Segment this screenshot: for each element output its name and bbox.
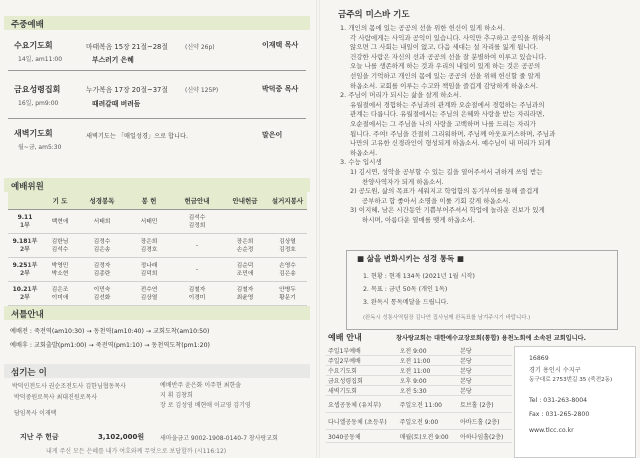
servers-music: 예배반주 윤은화 이주현 최한솔 [160, 382, 242, 389]
fri-scripture-ref: (신약 125P) [185, 87, 219, 94]
duty-cell [222, 210, 268, 234]
divider [8, 118, 306, 119]
servers-elders: 장 로 김성영 배현애 이교영 김기영 [160, 402, 251, 409]
schedule-name: 다니엘공동체 (초등부) [326, 413, 398, 430]
prayer-line: 2. 주님이 머리가 되시는 삶을 살게 하소서. [340, 91, 462, 100]
table-row [8, 234, 307, 258]
right-page [322, 0, 640, 458]
duty-cell: 전수연 김상열 [126, 282, 172, 306]
schedule-time: 오전 9:00 [398, 346, 458, 356]
guide-subtitle: 창사랑교회는 대한예수교장로회(통합) 용천노회에 소속된 교회입니다. [396, 335, 586, 342]
duty-cell: 김은조 이미애 [42, 282, 78, 306]
table-row [326, 413, 512, 430]
duty-cell: 서태희 [78, 210, 126, 234]
schedule-time: 오후 9:00 [398, 376, 458, 386]
table-row [326, 386, 512, 396]
prayer-line: 건강한 사람은 자신의 선과 공공의 선을 잘 분별하여 이루고 있습니다. [350, 52, 547, 61]
duty-header-row [8, 192, 307, 210]
table-row [326, 376, 512, 386]
prayer-line: 하옵소서. [350, 148, 378, 157]
prayer-line: 않으면 그 사회는 내일이 없고, 다음 세대는 설 자리를 잃게 됩니다. [350, 43, 539, 52]
dawn-service-time: 월~금, am5:30 [18, 144, 62, 151]
duty-cell: 장은희 손순정 [222, 234, 268, 258]
duty-cell: - [172, 258, 222, 282]
prayer-line: 공부하고 합 좋아서 소명을 이룰 기회 갖게 하옵소서. [362, 196, 511, 205]
servers-line3: 담임목사 이재택 [14, 410, 57, 417]
servers-line1: 박덕인전도사 권순조전도사 김한님협동목사 [12, 383, 126, 390]
duty-col-dishes: 설거지봉사 [268, 192, 307, 210]
fri-pastor: 박덕중 목사 [262, 85, 299, 93]
schedule-time: 오전 11:00 [398, 366, 458, 376]
duty-cell: 김상열 김정호 [268, 234, 307, 258]
schedule-name: 새벽기도회 [326, 386, 398, 396]
prayer-body [340, 24, 640, 225]
duty-cell: 백현애 [42, 210, 78, 234]
wed-pastor: 이재택 목사 [262, 41, 299, 49]
table-row [326, 356, 512, 366]
duty-session: 1부 2부 [20, 285, 38, 301]
phone: Tel : 031-263-8004 [529, 397, 588, 404]
shuttle-header: 셔틀안내 [4, 306, 310, 320]
schedule-name: 3040공동체 [326, 430, 398, 443]
prayer-line: 오순절에서는 그 주님을 나의 사랑을 고백하며 나를 드리는 자리가 [350, 119, 537, 128]
offering-verse: 내게 주신 모든 은혜를 내가 여호와께 무엇으로 보답할까 (시116:12) [46, 448, 227, 455]
website-link[interactable]: www.tlcc.co.kr [529, 427, 574, 434]
shuttle-after: 예배후 : 교회출발(pm1:00) → 죽전역(pm1:10) → 동천역도착(pm1:20) [10, 342, 210, 349]
table-row [326, 346, 512, 356]
bible-reading-status: 1. 현황 : 현재 134독 (2021년 1월 시작) [363, 273, 475, 280]
duty-cell: 김순덕 조민애 [222, 258, 268, 282]
table-row [326, 366, 512, 376]
duty-date: 10.2 [12, 285, 28, 293]
duty-cell: 서태민 [126, 210, 172, 234]
weekday-worship-header: 주중예배 [4, 16, 310, 30]
duty-cell: 손영수 김은송 [268, 258, 307, 282]
duty-col-usher: 헌금안내 [172, 192, 222, 210]
schedule-time: 주일오전 9:00 [398, 413, 458, 430]
wed-service-time: 14일, am11:00 [18, 56, 63, 63]
left-page [0, 0, 314, 458]
prayer-line: 1. 개인의 몸에 있는 공공의 선을 위한 헌신이 있게 하소서. [340, 24, 506, 32]
duty-col-reading: 성경봉독 [78, 192, 126, 210]
wed-sermon-title: 부스러기 은혜 [92, 56, 134, 64]
schedule-place: 아하나임홀(2층) [458, 430, 512, 443]
schedule-time: 매월(토)오전 9:00 [398, 430, 458, 443]
table-row [326, 396, 512, 413]
schedule-name: 요셉공동체 (유치부) [326, 396, 398, 413]
schedule-name: 금요성령집회 [326, 376, 398, 386]
prayer-line: 선임을 기억하고 개인의 몸에 있는 공공의 선을 위해 헌신할 줄 알게 [350, 71, 541, 80]
table-row [8, 282, 307, 306]
dawn-note: 새벽기도는 「매일성경」으로 합니다. [86, 133, 188, 140]
duty-cell: 김철자 이경미 [172, 282, 222, 306]
divider [8, 70, 306, 71]
duty-header: 예배위원 [4, 178, 310, 192]
schedule-place: 본당 [458, 376, 512, 386]
prayer-line: 유월절에서 경험하는 주님과의 관계와 오순절에서 경험하는 주님과의 [350, 100, 545, 109]
schedule-name: 주일1부예배 [326, 346, 398, 356]
duty-col-guide: 안내헌금 [222, 192, 268, 210]
servers-conductor: 지 휘 김창희 [160, 392, 193, 399]
duty-cell: 정나래 김덕희 [126, 258, 172, 282]
prayer-line: 관계는 다릅니다. 유월절에서는 주님의 은혜와 사랑을 받는 자리라면, [350, 110, 545, 119]
duty-col-prayer: 기 도 [42, 192, 78, 210]
schedule-place: 본당 [458, 366, 512, 376]
prayer-line: 하옵소서. 교회를 이루는 수고와 책임을 즐겁게 감당하게 하옵소서. [350, 81, 539, 90]
duty-table [8, 192, 307, 306]
prayer-line: 3. 수능 입시생 [340, 158, 382, 167]
fax: Fax : 031-265-2800 [529, 411, 590, 418]
prayer-line: 됩니다. 주여! 주님을 간절히 그리워하며, 주님께 아웃포커스하며, 주님과 [350, 129, 556, 138]
bible-reading-goal: 2. 목표 : 금년 50독 (개인 1독) [363, 286, 448, 293]
duty-cell: 김정수 김은송 [78, 234, 126, 258]
schedule-place: 본당 [458, 346, 512, 356]
wed-service-name: 수요기도회 [14, 41, 53, 50]
schedule-place: 아바드홀 (2층) [458, 413, 512, 430]
page-fold [316, 0, 320, 458]
dawn-pastor: 말은이 [262, 131, 283, 139]
bible-reading-title: ■ 삶을 변화시키는 성경 통독 ■ [357, 254, 464, 263]
fri-service-name: 금요성령집회 [14, 85, 61, 94]
schedule-time: 오전 11:00 [398, 356, 458, 366]
church-address-card [514, 346, 636, 458]
prayer-line: 1) 김시연, 성악을 공부할 수 있는 길을 열어주셔서 귀하게 쓰임 받는 [350, 167, 543, 176]
wed-scripture-ref: (신약 26p) [185, 44, 215, 51]
duty-col-date [8, 192, 42, 210]
schedule-table [326, 346, 512, 443]
duty-cell: - [172, 234, 222, 258]
bible-reading-medal: 3. 완독시 통독메달을 드립니다. [363, 299, 449, 306]
duty-date: 9.11 [17, 213, 33, 221]
duty-cell: 박영민 박소현 [42, 258, 78, 282]
duty-session: 1부 2부 [20, 261, 38, 277]
address-line1: 경기 용인시 수지구 [529, 367, 581, 374]
schedule-time: 주일오전 11:00 [398, 396, 458, 413]
duty-date: 9.25 [12, 261, 28, 269]
fri-service-time: 16일, pm9:00 [18, 100, 59, 107]
duty-session: 1부 [20, 221, 30, 229]
duty-cell: 김정자 김종란 [78, 258, 126, 282]
prayer-line: 찬양사역자가 되게 하옵소서. [362, 177, 444, 186]
schedule-place: 토브홀 (2층) [458, 396, 512, 413]
schedule-time: 오전 5:30 [398, 386, 458, 396]
shuttle-before: 예배전 : 죽전역(am10:30) → 동천역(am10:40) → 교회도착(am10:50) [10, 328, 210, 335]
schedule-place: 본당 [458, 356, 512, 366]
duty-cell: 김한님 김석수 [42, 234, 78, 258]
duty-cell: 장은희 김경호 [126, 234, 172, 258]
table-row [8, 258, 307, 282]
prayer-line: 각 사람에게는 사익과 공익이 있습니다. 사익만 추구하고 공익을 위하지 [350, 33, 551, 42]
wed-scripture: 마태복음 15장 21절~28절 [86, 43, 168, 51]
bible-reading-box [346, 250, 618, 330]
duty-date: 9.18 [12, 237, 28, 245]
bank-account: 새마을금고 9002-1908-0140-7 창사랑교회 [160, 435, 278, 442]
worship-guide [326, 332, 636, 458]
prayer-line: 나만의 고유한 신경라인이 형성되게 하옵소서. 예수님이 내 머리가 되게 [350, 139, 551, 148]
duty-col-offering: 봉 헌 [126, 192, 172, 210]
prayer-line: 하시며, 아름다운 열매를 맺게 하옵소서. [362, 215, 475, 224]
duty-cell [268, 210, 307, 234]
fri-scripture: 누가복음 17장 20절~37절 [86, 86, 168, 94]
duty-cell: 이민숙 김선화 [78, 282, 126, 306]
postcode: 16869 [529, 355, 549, 362]
guide-title: 예배 안내 [328, 333, 362, 342]
address-line2: 동구대로 2753번길 35 (죽전2동) [529, 377, 613, 383]
duty-session: 1부 2부 [20, 237, 38, 253]
prayer-line: 2) 공도원, 삶의 목표가 세워지고 학업함의 동기부여를 통해 즐겁게 [350, 187, 539, 196]
fri-sermon-title: 때려갈때 버려둠 [92, 100, 141, 108]
duty-cell: 김석수 김정희 [172, 210, 222, 234]
table-row [8, 210, 307, 234]
bible-reading-note: (완독시 성통사역팀장 김나연 집사님께 완독표를 남겨주시기 바랍니다.) [363, 315, 531, 321]
schedule-name: 수요기도회 [326, 366, 398, 376]
servers-header: 섬기는 이 [4, 364, 310, 378]
duty-cell: 안병두 황문기 [268, 282, 307, 306]
servers-line2: 박덕중원로목사 최대진원로목사 [14, 394, 98, 401]
prayer-line: 3) 이지혜, 남은 시간동안 기쁨부어주셔서 학업에 놀라운 진보가 있게 [350, 206, 545, 215]
dawn-service-name: 새벽기도회 [14, 129, 53, 138]
last-week-offering-label: 지난 주 헌금 [20, 433, 59, 441]
table-row [326, 430, 512, 443]
schedule-name: 주일2부예배 [326, 356, 398, 366]
duty-cell: 김철자 최윤영 [222, 282, 268, 306]
prayer-line: 오늘 나를 생존하게 하는 것과 우리의 내일이 있게 하는 것은 공공의 [350, 62, 541, 71]
prayer-title: 금주의 미스바 기도 [338, 10, 410, 20]
schedule-place: 본당 [458, 386, 512, 396]
last-week-offering-amount: 3,102,000원 [98, 433, 145, 441]
